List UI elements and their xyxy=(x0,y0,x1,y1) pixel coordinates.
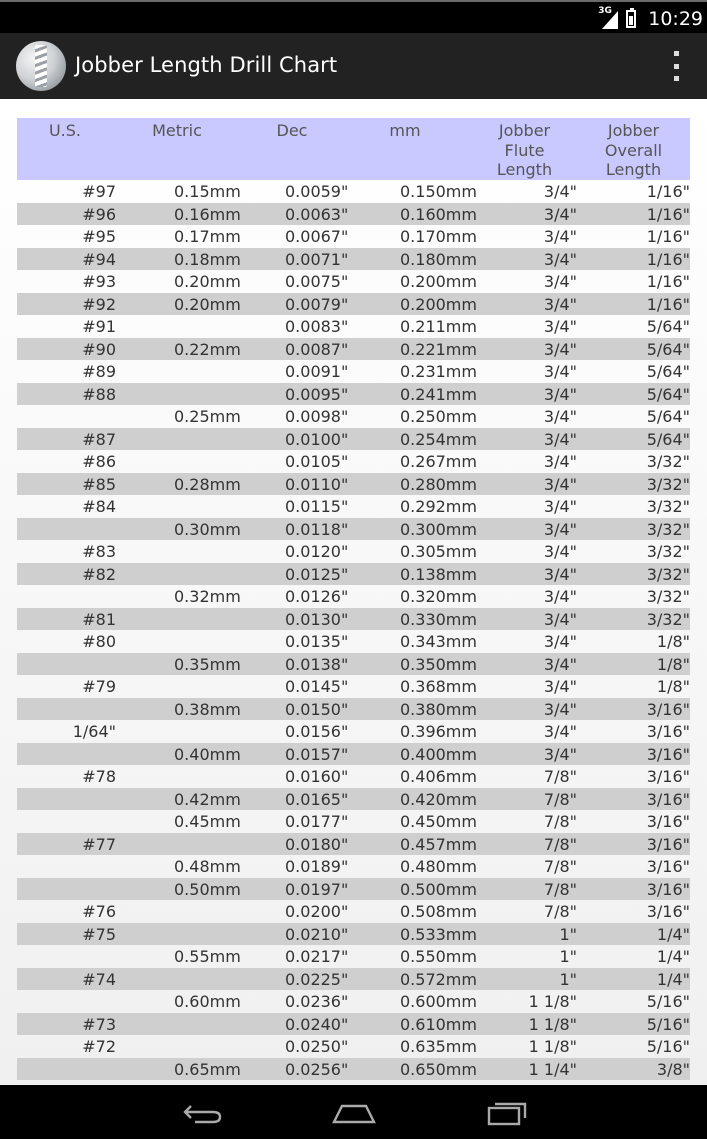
flute-length-cell: 3/4" xyxy=(543,587,577,606)
dec-cell: 0.0087" xyxy=(285,339,349,359)
dec-cell: 0.0091" xyxy=(285,362,349,381)
header-metric: Metric xyxy=(152,121,202,140)
dec-cell: 0.0135" xyxy=(285,632,349,651)
network-type: 3G xyxy=(598,6,612,16)
dec-cell: 0.0100" xyxy=(285,429,349,449)
metric-cell: 0.20mm xyxy=(174,272,241,291)
mm-cell: 0.160mm xyxy=(400,204,477,224)
battery-icon xyxy=(626,10,636,28)
metric-cell: 0.55mm xyxy=(174,947,241,966)
overall-length-cell: 3/16" xyxy=(646,902,690,921)
overall-length-cell: 3/16" xyxy=(646,789,690,809)
metric-cell: 0.40mm xyxy=(174,744,241,764)
mm-cell: 0.305mm xyxy=(400,542,477,561)
us-cell: #83 xyxy=(82,542,116,561)
cell-signal-icon xyxy=(598,6,620,29)
table-row xyxy=(17,1058,690,1081)
overall-length-cell: 3/16" xyxy=(646,744,690,764)
table-row xyxy=(17,293,690,316)
mm-cell: 0.600mm xyxy=(400,992,477,1011)
table-row xyxy=(17,923,690,946)
mm-cell: 0.170mm xyxy=(400,227,477,246)
us-cell: #79 xyxy=(82,677,116,696)
table-row xyxy=(17,585,690,608)
overall-length-cell: 1/4" xyxy=(656,969,690,989)
back-icon[interactable] xyxy=(177,1098,227,1128)
overall-length-cell: 5/16" xyxy=(646,1037,690,1056)
mm-cell: 0.221mm xyxy=(400,339,477,359)
flute-length-cell: 3/4" xyxy=(543,564,577,584)
metric-cell: 0.42mm xyxy=(174,789,241,809)
flute-length-cell: 3/4" xyxy=(543,542,577,561)
us-cell: #91 xyxy=(82,317,116,336)
mm-cell: 0.572mm xyxy=(400,969,477,989)
table-row xyxy=(17,990,690,1013)
dec-cell: 0.0138" xyxy=(285,654,349,674)
dec-cell: 0.0240" xyxy=(285,1014,349,1034)
table-row xyxy=(17,338,690,361)
flute-length-cell: 3/4" xyxy=(543,227,577,246)
mm-cell: 0.368mm xyxy=(400,677,477,696)
table-row xyxy=(17,608,690,631)
table-row xyxy=(17,540,690,563)
table-row xyxy=(17,833,690,856)
action-bar xyxy=(0,33,707,99)
table-row xyxy=(17,653,690,676)
mm-cell: 0.343mm xyxy=(400,632,477,651)
mm-cell: 0.300mm xyxy=(400,519,477,539)
us-cell: #89 xyxy=(82,362,116,381)
table-row xyxy=(17,180,690,203)
overall-length-cell: 1/16" xyxy=(646,204,690,224)
flute-length-cell: 3/4" xyxy=(543,182,577,201)
table-row xyxy=(17,1035,690,1058)
table-row xyxy=(17,945,690,968)
overall-length-cell: 3/16" xyxy=(646,879,690,899)
dec-cell: 0.0125" xyxy=(285,564,349,584)
mm-cell: 0.150mm xyxy=(400,182,477,201)
dec-cell: 0.0150" xyxy=(285,699,349,719)
dec-cell: 0.0059" xyxy=(285,182,349,201)
overall-length-cell: 3/32" xyxy=(646,609,690,629)
metric-cell: 0.65mm xyxy=(174,1059,241,1079)
dec-cell: 0.0157" xyxy=(285,744,349,764)
flute-length-cell: 3/4" xyxy=(543,609,577,629)
dec-cell: 0.0063" xyxy=(285,204,349,224)
overall-length-cell: 1/16" xyxy=(646,227,690,246)
table-row xyxy=(17,495,690,518)
dec-cell: 0.0156" xyxy=(285,722,349,741)
overall-length-cell: 1/16" xyxy=(646,294,690,314)
us-cell: #73 xyxy=(82,1014,116,1034)
dec-cell: 0.0225" xyxy=(285,969,349,989)
table-row xyxy=(17,383,690,406)
us-cell: #72 xyxy=(82,1037,116,1056)
dec-cell: 0.0145" xyxy=(285,677,349,696)
overall-length-cell: 1/16" xyxy=(646,182,690,201)
table-row xyxy=(17,743,690,766)
mm-cell: 0.380mm xyxy=(400,699,477,719)
flute-length-cell: 3/4" xyxy=(543,519,577,539)
mm-cell: 0.396mm xyxy=(400,722,477,741)
flute-length-cell: 7/8" xyxy=(543,767,577,786)
us-cell: #97 xyxy=(82,182,116,201)
table-row xyxy=(17,450,690,473)
dec-cell: 0.0180" xyxy=(285,834,349,854)
dec-cell: 0.0165" xyxy=(285,789,349,809)
metric-cell: 0.17mm xyxy=(174,227,241,246)
mm-cell: 0.610mm xyxy=(400,1014,477,1034)
dec-cell: 0.0130" xyxy=(285,609,349,629)
metric-cell: 0.50mm xyxy=(174,879,241,899)
table-row xyxy=(17,765,690,788)
dec-cell: 0.0079" xyxy=(285,294,349,314)
mm-cell: 0.635mm xyxy=(400,1037,477,1056)
mm-cell: 0.200mm xyxy=(400,294,477,314)
dec-cell: 0.0083" xyxy=(285,317,349,336)
flute-length-cell: 1 1/8" xyxy=(528,1014,577,1034)
dec-cell: 0.0236" xyxy=(285,992,349,1011)
us-cell: #80 xyxy=(82,632,116,651)
table-row xyxy=(17,563,690,586)
table-row xyxy=(17,248,690,271)
overall-length-cell: 5/64" xyxy=(646,429,690,449)
flute-length-cell: 3/4" xyxy=(543,407,577,426)
dec-cell: 0.0095" xyxy=(285,384,349,404)
metric-cell: 0.35mm xyxy=(174,654,241,674)
overall-length-cell: 5/64" xyxy=(646,362,690,381)
us-cell: #95 xyxy=(82,227,116,246)
us-cell: #92 xyxy=(82,294,116,314)
metric-cell: 0.20mm xyxy=(174,294,241,314)
mm-cell: 0.211mm xyxy=(400,317,477,336)
dec-cell: 0.0217" xyxy=(285,947,349,966)
metric-cell: 0.38mm xyxy=(174,699,241,719)
overall-length-cell: 3/8" xyxy=(656,1059,690,1079)
mm-cell: 0.533mm xyxy=(400,924,477,944)
overall-length-cell: 5/64" xyxy=(646,339,690,359)
flute-length-cell: 3/4" xyxy=(543,452,577,471)
table-row xyxy=(17,360,690,383)
table-row xyxy=(17,878,690,901)
us-cell: #75 xyxy=(82,924,116,944)
clock: 10:29 xyxy=(648,8,703,30)
flute-length-cell: 3/4" xyxy=(543,384,577,404)
flute-length-cell: 3/4" xyxy=(543,204,577,224)
metric-cell: 0.30mm xyxy=(174,519,241,539)
overall-length-cell: 1/16" xyxy=(646,272,690,291)
flute-length-cell: 1" xyxy=(559,924,577,944)
metric-cell: 0.22mm xyxy=(174,339,241,359)
table-row xyxy=(17,428,690,451)
flute-length-cell: 1" xyxy=(559,969,577,989)
dec-cell: 0.0197" xyxy=(285,879,349,899)
flute-length-cell: 3/4" xyxy=(543,339,577,359)
mm-cell: 0.292mm xyxy=(400,497,477,516)
overall-length-cell: 5/64" xyxy=(646,384,690,404)
table-row xyxy=(17,405,690,428)
dec-cell: 0.0189" xyxy=(285,857,349,876)
dec-cell: 0.0105" xyxy=(285,452,349,471)
app-title: Jobber Length Drill Chart xyxy=(75,53,338,77)
mm-cell: 0.254mm xyxy=(400,429,477,449)
mm-cell: 0.420mm xyxy=(400,789,477,809)
metric-cell: 0.32mm xyxy=(174,587,241,606)
dec-cell: 0.0075" xyxy=(285,272,349,291)
flute-length-cell: 3/4" xyxy=(543,677,577,696)
mm-cell: 0.480mm xyxy=(400,857,477,876)
overall-length-cell: 3/16" xyxy=(646,722,690,741)
overall-length-cell: 3/32" xyxy=(646,474,690,494)
flute-length-cell: 3/4" xyxy=(543,317,577,336)
dec-cell: 0.0256" xyxy=(285,1059,349,1079)
flute-length-cell: 7/8" xyxy=(543,879,577,899)
us-cell: #90 xyxy=(82,339,116,359)
flute-length-cell: 3/4" xyxy=(543,362,577,381)
flute-length-cell: 1 1/4" xyxy=(528,1059,577,1079)
us-cell: 1/64" xyxy=(72,722,116,741)
overall-length-cell: 1/4" xyxy=(656,924,690,944)
mm-cell: 0.200mm xyxy=(400,272,477,291)
mm-cell: 0.406mm xyxy=(400,767,477,786)
table-row xyxy=(17,1013,690,1036)
table-row xyxy=(17,788,690,811)
table-row xyxy=(17,675,690,698)
us-cell: #78 xyxy=(82,767,116,786)
overall-length-cell: 3/16" xyxy=(646,812,690,831)
mm-cell: 0.250mm xyxy=(400,407,477,426)
overall-length-cell: 1/8" xyxy=(656,632,690,651)
dec-cell: 0.0110" xyxy=(285,474,349,494)
us-cell: #85 xyxy=(82,474,116,494)
mm-cell: 0.500mm xyxy=(400,879,477,899)
overall-length-cell: 5/16" xyxy=(646,992,690,1011)
metric-cell: 0.18mm xyxy=(174,249,241,269)
mm-cell: 0.457mm xyxy=(400,834,477,854)
mm-cell: 0.330mm xyxy=(400,609,477,629)
status-icons xyxy=(598,6,703,32)
overall-length-cell: 5/64" xyxy=(646,407,690,426)
metric-cell: 0.48mm xyxy=(174,857,241,876)
header-dec: Dec xyxy=(276,121,308,140)
drill-bit-app-icon[interactable] xyxy=(16,41,66,91)
flute-length-cell: 3/4" xyxy=(543,497,577,516)
flute-length-cell: 3/4" xyxy=(543,699,577,719)
flute-length-cell: 3/4" xyxy=(543,272,577,291)
table-row xyxy=(17,855,690,878)
dec-cell: 0.0200" xyxy=(285,902,349,921)
metric-cell: 0.16mm xyxy=(174,204,241,224)
overall-length-cell: 5/16" xyxy=(646,1014,690,1034)
flute-length-cell: 1 1/8" xyxy=(528,1037,577,1056)
mm-cell: 0.280mm xyxy=(400,474,477,494)
overall-length-cell: 3/32" xyxy=(646,519,690,539)
table-row xyxy=(17,315,690,338)
mm-cell: 0.550mm xyxy=(400,947,477,966)
flute-length-cell: 3/4" xyxy=(543,249,577,269)
metric-cell: 0.28mm xyxy=(174,474,241,494)
table-row xyxy=(17,968,690,991)
overall-length-cell: 1/4" xyxy=(656,947,690,966)
mm-cell: 0.350mm xyxy=(400,654,477,674)
dec-cell: 0.0250" xyxy=(285,1037,349,1056)
overall-length-cell: 5/64" xyxy=(646,317,690,336)
overall-length-cell: 3/16" xyxy=(646,699,690,719)
overall-length-cell: 3/16" xyxy=(646,767,690,786)
us-cell: #81 xyxy=(82,609,116,629)
table-row xyxy=(17,473,690,496)
flute-length-cell: 3/4" xyxy=(543,632,577,651)
metric-cell: 0.60mm xyxy=(174,992,241,1011)
overall-length-cell: 1/8" xyxy=(656,654,690,674)
metric-cell: 0.45mm xyxy=(174,812,241,831)
mm-cell: 0.450mm xyxy=(400,812,477,831)
mm-cell: 0.320mm xyxy=(400,587,477,606)
flute-length-cell: 3/4" xyxy=(543,294,577,314)
overflow-menu-icon[interactable] xyxy=(671,51,681,81)
mm-cell: 0.138mm xyxy=(400,564,477,584)
navigation-bar xyxy=(0,1085,707,1139)
dec-cell: 0.0160" xyxy=(285,767,349,786)
table-body xyxy=(17,180,690,1080)
table-row xyxy=(17,720,690,743)
table-row xyxy=(17,698,690,721)
table-row xyxy=(17,270,690,293)
recent-apps-icon[interactable] xyxy=(482,1098,532,1128)
table-row xyxy=(17,630,690,653)
flute-length-cell: 7/8" xyxy=(543,857,577,876)
overall-length-cell: 1/8" xyxy=(656,677,690,696)
us-cell: #82 xyxy=(82,564,116,584)
dec-cell: 0.0071" xyxy=(285,249,349,269)
overall-length-cell: 3/32" xyxy=(646,452,690,471)
overall-length-cell: 3/32" xyxy=(646,587,690,606)
table-row xyxy=(17,810,690,833)
mm-cell: 0.231mm xyxy=(400,362,477,381)
us-cell: #88 xyxy=(82,384,116,404)
mm-cell: 0.180mm xyxy=(400,249,477,269)
header-jobber-overall-length: Jobber Overall Length xyxy=(604,121,663,179)
flute-length-cell: 3/4" xyxy=(543,722,577,741)
status-bar xyxy=(0,0,707,33)
flute-length-cell: 7/8" xyxy=(543,902,577,921)
flute-length-cell: 3/4" xyxy=(543,654,577,674)
us-cell: #76 xyxy=(82,902,116,921)
table-row xyxy=(17,225,690,248)
flute-length-cell: 3/4" xyxy=(543,429,577,449)
table-header xyxy=(17,118,690,180)
mm-cell: 0.400mm xyxy=(400,744,477,764)
dec-cell: 0.0118" xyxy=(285,519,349,539)
dec-cell: 0.0177" xyxy=(285,812,349,831)
flute-length-cell: 7/8" xyxy=(543,812,577,831)
mm-cell: 0.241mm xyxy=(400,384,477,404)
content-area xyxy=(0,99,707,1085)
header-us: U.S. xyxy=(48,121,82,140)
us-cell: #94 xyxy=(82,249,116,269)
flute-length-cell: 3/4" xyxy=(543,744,577,764)
table-row xyxy=(17,518,690,541)
table-row xyxy=(17,900,690,923)
overall-length-cell: 3/32" xyxy=(646,564,690,584)
dec-cell: 0.0126" xyxy=(285,587,349,606)
overall-length-cell: 3/16" xyxy=(646,834,690,854)
mm-cell: 0.650mm xyxy=(400,1059,477,1079)
home-icon[interactable] xyxy=(329,1098,379,1128)
flute-length-cell: 1 1/8" xyxy=(528,992,577,1011)
us-cell: #96 xyxy=(82,204,116,224)
mm-cell: 0.508mm xyxy=(400,902,477,921)
dec-cell: 0.0120" xyxy=(285,542,349,561)
table-row xyxy=(17,203,690,226)
dec-cell: 0.0115" xyxy=(285,497,349,516)
overall-length-cell: 3/32" xyxy=(646,542,690,561)
us-cell: #87 xyxy=(82,429,116,449)
header-mm: mm xyxy=(389,121,421,140)
flute-length-cell: 3/4" xyxy=(543,474,577,494)
metric-cell: 0.25mm xyxy=(174,407,241,426)
overall-length-cell: 3/16" xyxy=(646,857,690,876)
flute-length-cell: 7/8" xyxy=(543,789,577,809)
header-jobber-flute-length: Jobber Flute Length xyxy=(496,121,553,179)
us-cell: #86 xyxy=(82,452,116,471)
dec-cell: 0.0067" xyxy=(285,227,349,246)
flute-length-cell: 7/8" xyxy=(543,834,577,854)
us-cell: #93 xyxy=(82,272,116,291)
mm-cell: 0.267mm xyxy=(400,452,477,471)
dec-cell: 0.0098" xyxy=(285,407,349,426)
metric-cell: 0.15mm xyxy=(174,182,241,201)
dec-cell: 0.0210" xyxy=(285,924,349,944)
overall-length-cell: 3/32" xyxy=(646,497,690,516)
us-cell: #77 xyxy=(82,834,116,854)
overall-length-cell: 1/16" xyxy=(646,249,690,269)
us-cell: #74 xyxy=(82,969,116,989)
flute-length-cell: 1" xyxy=(559,947,577,966)
drill-chart-table[interactable] xyxy=(17,118,690,1079)
us-cell: #84 xyxy=(82,497,116,516)
